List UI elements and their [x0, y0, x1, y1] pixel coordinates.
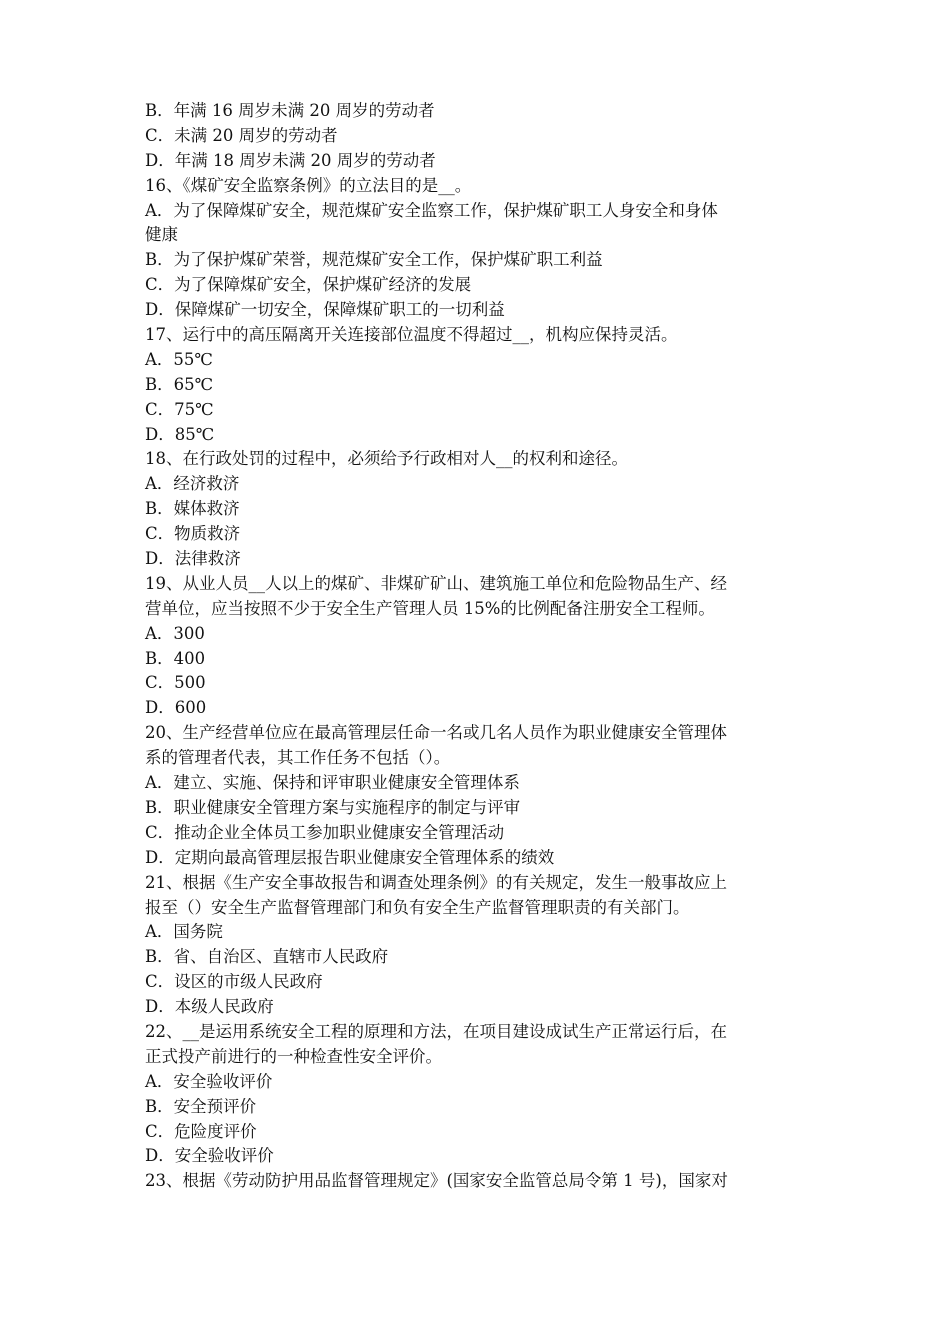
answer-option: D．保障煤矿一切安全，保障煤矿职工的一切利益 [145, 300, 505, 320]
answer-option: A．为了保障煤矿安全，规范煤矿安全监察工作，保护煤矿职工人身安全和身体 [145, 200, 718, 220]
answer-option: A．300 [145, 623, 205, 643]
question-22: 22、__是运用系统安全工程的原理和方法，在项目建设成试生产正常运行后，在 [145, 1021, 727, 1041]
answer-option: C．500 [145, 673, 206, 693]
answer-option: B．65℃ [145, 374, 214, 394]
answer-option: B．为了保护煤矿荣誉，规范煤矿安全工作，保护煤矿职工利益 [145, 250, 603, 270]
answer-option: D．600 [145, 698, 207, 718]
answer-option: D．本级人民政府 [145, 997, 274, 1017]
answer-option: D．法律救济 [145, 549, 241, 569]
question-21-continued: 报至（）安全生产监督管理部门和负有安全生产监督管理职责的有关部门。 [145, 897, 690, 917]
answer-option: A．国务院 [145, 922, 223, 942]
answer-option: D．定期向最高管理层报告职业健康安全管理体系的绩效 [145, 847, 555, 867]
question-19-continued: 营单位，应当按照不少于安全生产管理人员 15%的比例配备注册安全工程师。 [145, 598, 715, 618]
answer-option: B．安全预评价 [145, 1096, 257, 1116]
answer-option: A．安全验收评价 [145, 1071, 273, 1091]
answer-option: D．85℃ [145, 424, 215, 444]
question-21: 21、根据《生产安全事故报告和调查处理条例》的有关规定，发生一般事故应上 [145, 872, 727, 892]
question-16: 16、《煤矿安全监察条例》的立法目的是__。 [145, 175, 472, 195]
question-19: 19、从业人员__人以上的煤矿、非煤矿矿山、建筑施工单位和危险物品生产、经 [145, 573, 727, 593]
answer-option: C．75℃ [145, 399, 214, 419]
answer-option: B．媒体救济 [145, 499, 240, 519]
answer-option: C．推动企业全体员工参加职业健康安全管理活动 [145, 822, 505, 842]
answer-option: C．物质救济 [145, 524, 241, 544]
answer-option: B．省、自治区、直辖市人民政府 [145, 947, 389, 967]
document-page [145, 99, 817, 1194]
answer-option: B．400 [145, 648, 206, 668]
question-20: 20、生产经营单位应在最高管理层任命一名或几名人员作为职业健康安全管理体 [145, 723, 727, 743]
answer-option: A．建立、实施、保持和评审职业健康安全管理体系 [145, 773, 520, 793]
answer-option: A．经济救济 [145, 474, 240, 494]
answer-option: A．55℃ [145, 349, 213, 369]
answer-option: D．安全验收评价 [145, 1146, 274, 1166]
question-20-continued: 系的管理者代表，其工作任务不包括（）。 [145, 748, 451, 768]
answer-option: C．未满 20 周岁的劳动者 [145, 125, 338, 145]
question-17: 17、运行中的高压隔离开关连接部位温度不得超过__，机构应保持灵活。 [145, 325, 678, 345]
answer-option: C．为了保障煤矿安全，保护煤矿经济的发展 [145, 275, 472, 295]
answer-option: B．年满 16 周岁未满 20 周岁的劳动者 [145, 101, 435, 120]
answer-option: C．危险度评价 [145, 1121, 257, 1141]
question-23: 23、根据《劳动防护用品监督管理规定》(国家安全监管总局令第 1 号)，国家对 [145, 1171, 728, 1191]
question-18: 18、在行政处罚的过程中，必须给予行政相对人__的权利和途径。 [145, 449, 628, 469]
answer-option: C．设区的市级人民政府 [145, 972, 323, 992]
answer-option: B．职业健康安全管理方案与实施程序的制定与评审 [145, 797, 521, 817]
question-22-continued: 正式投产前进行的一种检查性安全评价。 [145, 1046, 442, 1066]
answer-option: D．年满 18 周岁未满 20 周岁的劳动者 [145, 150, 436, 170]
answer-option-continued: 健康 [145, 225, 178, 245]
